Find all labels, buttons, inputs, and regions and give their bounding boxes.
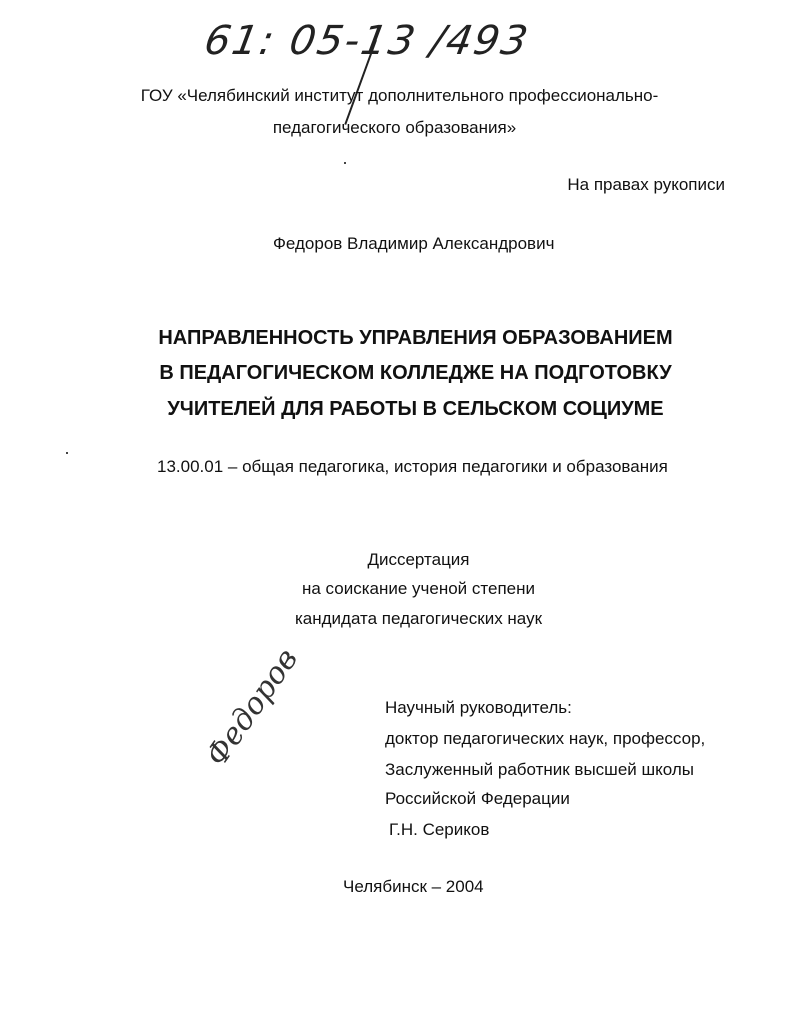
title-line-3: УЧИТЕЛЕЙ ДЛЯ РАБОТЫ В СЕЛЬСКОМ СОЦИУМЕ <box>167 398 664 420</box>
handwritten-signature: Федоров <box>199 642 306 773</box>
handwritten-archive-number: 61: 05-13 /493 <box>200 18 533 64</box>
supervisor-line-3: Российской Федерации <box>385 789 570 808</box>
place-year: Челябинск – 2004 <box>343 877 484 896</box>
degree-line-2: на соискание ученой степени <box>301 579 535 598</box>
scan-speck <box>66 452 68 454</box>
author-name: Федоров Владимир Александрович <box>273 234 555 253</box>
specialty: 13.00.01 – общая педагогика, история педагогики и образования <box>157 457 668 476</box>
supervisor-name: Г.Н. Сериков <box>389 820 490 839</box>
institution-line-2: педагогического образования» <box>272 118 517 137</box>
institution-line-1: ГОУ «Челябинский институт дополнительного профессионально- <box>140 86 659 105</box>
degree-line-3: кандидата педагогических наук <box>294 609 543 628</box>
manuscript-note: На правах рукописи <box>567 175 725 194</box>
supervisor-line-2: Заслуженный работник высшей школы <box>385 760 694 779</box>
title-line-2: В ПЕДАГОГИЧЕСКОМ КОЛЛЕДЖЕ НА ПОДГОТОВКУ <box>159 362 672 384</box>
title-line-1: НАПРАВЛЕННОСТЬ УПРАВЛЕНИЯ ОБРАЗОВАНИЕМ <box>158 327 673 349</box>
scan-speck <box>344 162 346 164</box>
supervisor-label: Научный руководитель: <box>385 698 572 717</box>
supervisor-line-1: доктор педагогических наук, профессор, <box>385 729 706 748</box>
degree-line-1: Диссертация <box>367 550 470 569</box>
